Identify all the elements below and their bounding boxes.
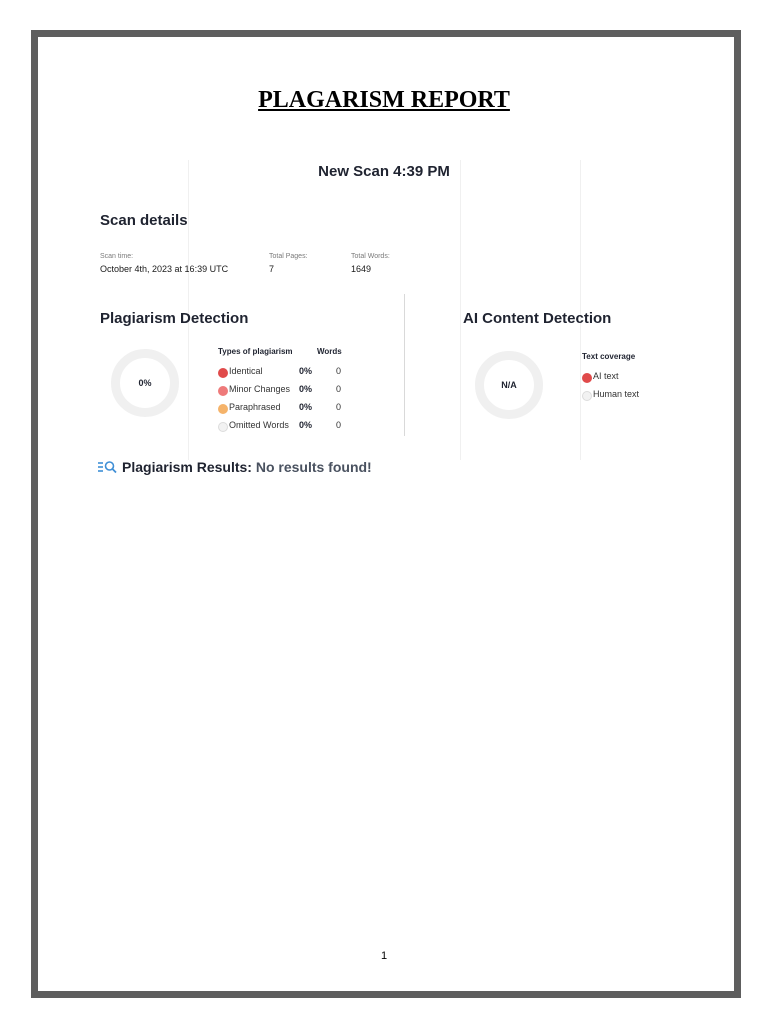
page-number: 1 bbox=[380, 950, 388, 962]
scan-details-heading: Scan details bbox=[100, 212, 188, 229]
ai-donut bbox=[475, 351, 543, 419]
scan-time-label: Scan time: bbox=[100, 253, 134, 260]
total-pages-value: 7 bbox=[269, 264, 275, 274]
ai-coverage-row bbox=[582, 390, 662, 404]
legend-dot-icon bbox=[582, 373, 592, 383]
total-words-label: Total Words: bbox=[351, 253, 390, 260]
plagiarism-type-percent: 0% bbox=[299, 420, 313, 430]
ai-coverage-label: AI text bbox=[593, 371, 619, 381]
plagiarism-type-label: Identical bbox=[229, 366, 263, 376]
ai-detection-heading: AI Content Detection bbox=[463, 310, 612, 327]
plagiarism-type-percent: 0% bbox=[299, 366, 313, 376]
types-column-header: Types of plagiarism bbox=[218, 347, 293, 356]
plagiarism-type-row bbox=[218, 421, 348, 435]
plagiarism-type-words: 0 bbox=[336, 420, 342, 430]
plagiarism-donut-value: 0% bbox=[138, 378, 152, 388]
plagiarism-donut bbox=[111, 349, 179, 417]
plagiarism-type-row bbox=[218, 403, 348, 417]
words-column-header: Words bbox=[317, 347, 342, 356]
report-title: PLAGARISM REPORT bbox=[258, 87, 510, 113]
legend-dot-icon bbox=[218, 404, 228, 414]
results-label: Plagiarism Results: bbox=[122, 459, 252, 475]
plagiarism-results bbox=[98, 459, 372, 475]
ai-donut-value: N/A bbox=[501, 380, 517, 390]
text-coverage-label: Text coverage bbox=[582, 352, 636, 361]
plagiarism-type-words: 0 bbox=[336, 384, 342, 394]
search-list-icon bbox=[98, 460, 118, 474]
plagiarism-type-percent: 0% bbox=[299, 384, 313, 394]
scan-heading: New Scan 4:39 PM bbox=[318, 163, 450, 180]
scan-time-value: October 4th, 2023 at 16:39 UTC bbox=[100, 264, 229, 274]
legend-dot-icon bbox=[218, 386, 228, 396]
legend-dot-icon bbox=[218, 368, 228, 378]
faint-guide-line bbox=[460, 160, 461, 460]
plagiarism-type-words: 0 bbox=[336, 402, 342, 412]
plagiarism-type-row bbox=[218, 367, 348, 381]
plagiarism-type-label: Minor Changes bbox=[229, 384, 291, 394]
plagiarism-detection-heading: Plagiarism Detection bbox=[100, 310, 249, 327]
section-divider bbox=[404, 294, 405, 436]
plagiarism-type-words: 0 bbox=[336, 366, 342, 376]
plagiarism-type-row bbox=[218, 385, 348, 399]
plagiarism-type-label: Omitted Words bbox=[229, 420, 289, 430]
total-words-value: 1649 bbox=[351, 264, 372, 274]
legend-dot-icon bbox=[582, 391, 592, 401]
legend-dot-icon bbox=[218, 422, 228, 432]
ai-coverage-row bbox=[582, 372, 662, 386]
plagiarism-type-percent: 0% bbox=[299, 402, 313, 412]
ai-coverage-label: Human text bbox=[593, 389, 640, 399]
results-status: No results found! bbox=[255, 459, 372, 475]
total-pages-label: Total Pages: bbox=[269, 253, 308, 260]
plagiarism-type-label: Paraphrased bbox=[229, 402, 281, 412]
